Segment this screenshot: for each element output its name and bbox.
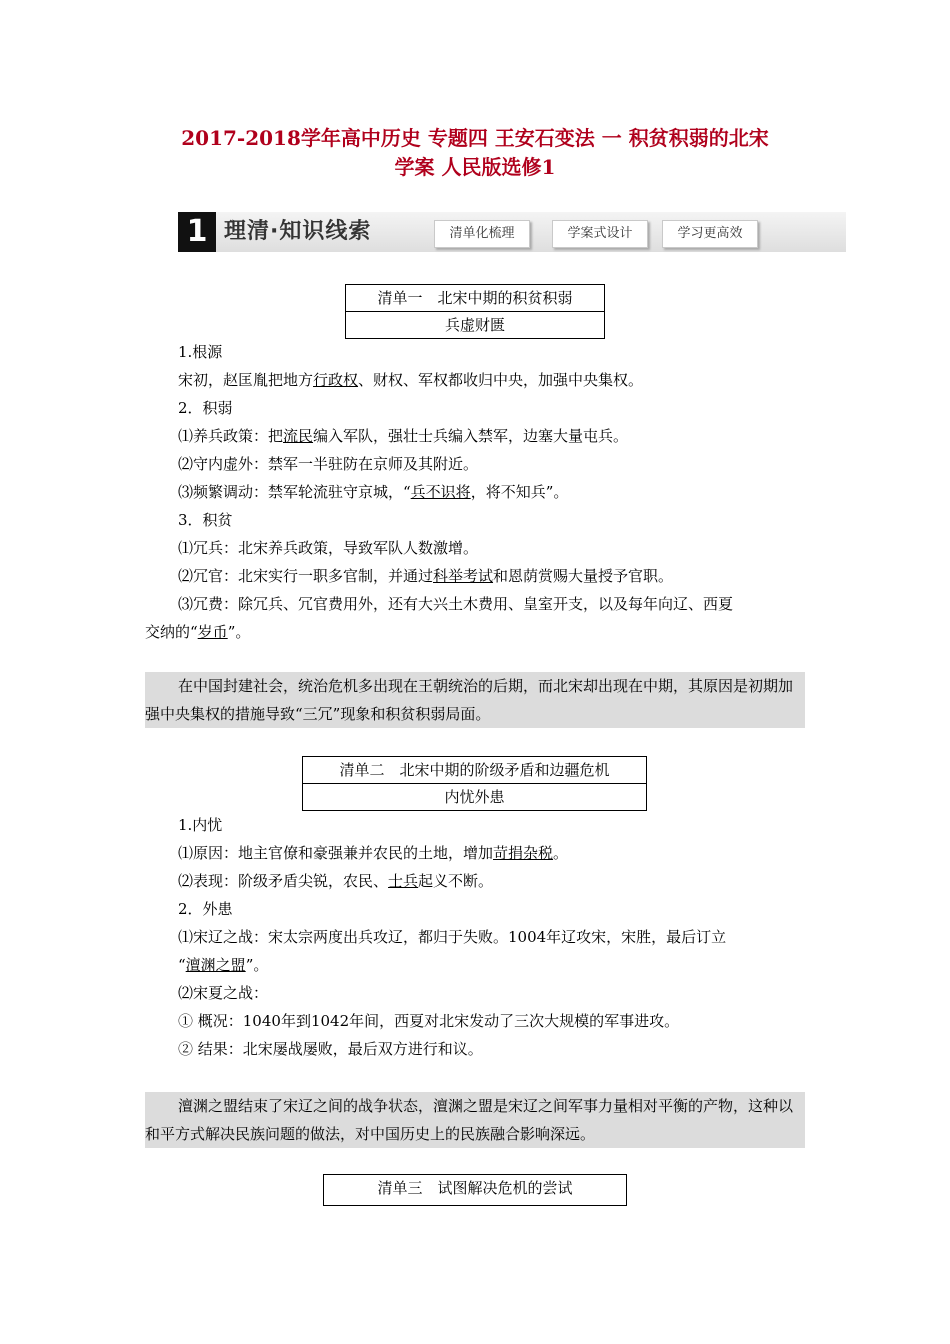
list2-line: ⑴原因：地主官僚和豪强兼并农民的土地，增加苛捐杂税。 bbox=[178, 844, 569, 862]
list1-line: ⑵守内虚外：禁军一半驻防在京师及其附近。 bbox=[178, 455, 479, 473]
list1-line: 宋初，赵匡胤把地方行政权、财权、军权都收归中央，加强中央集权。 bbox=[178, 371, 644, 389]
banner-tab-3: 学习更高效 bbox=[662, 220, 758, 248]
list2-subheader: 内忧外患 bbox=[303, 783, 646, 810]
list1-note: 在中国封建社会，统治危机多出现在王朝统治的后期，而北宋却出现在中期，其原因是初期加强中央集权的措施导致“三冗”现象和积贫积弱局面。 bbox=[145, 672, 805, 728]
list2-line: ⑵表现：阶级矛盾尖锐，农民、士兵起义不断。 bbox=[178, 872, 494, 890]
list2-content bbox=[145, 811, 805, 1063]
banner-tab-2: 学案式设计 bbox=[552, 220, 648, 248]
list1-line-wrap: 交纳的“岁币”。 bbox=[145, 623, 251, 641]
list2-line: ⑵宋夏之战： bbox=[178, 984, 269, 1002]
document-title bbox=[100, 124, 850, 182]
list1-line: ⑴冗兵：北宋养兵政策，导致军队人数激增。 bbox=[178, 539, 479, 557]
list2-header-box bbox=[302, 756, 647, 811]
list2-note: 澶渊之盟结束了宋辽之间的战争状态，澶渊之盟是宋辽之间军事力量相对平衡的产物，这种以和平方式解决民族问题的做法，对中国历史上的民族融合影响深远。 bbox=[145, 1092, 805, 1148]
list1-subheader: 兵虚财匮 bbox=[346, 311, 604, 338]
list2-line: 2．外患 bbox=[178, 900, 233, 918]
section-banner bbox=[178, 212, 846, 252]
list2-line: 1.内忧 bbox=[178, 816, 223, 834]
list1-line: 1.根源 bbox=[178, 343, 223, 361]
list1-line: ⑶冗费：除冗兵、冗官费用外，还有大兴土木费用、皇室开支，以及每年向辽、西夏 bbox=[178, 595, 734, 613]
list2-header: 清单二 北宋中期的阶级矛盾和边疆危机 bbox=[339, 761, 610, 779]
list1-line: ⑵冗官：北宋实行一职多官制，并通过科举考试和恩荫赏赐大量授予官职。 bbox=[178, 567, 674, 585]
list1-header: 清单一 北宋中期的积贫积弱 bbox=[377, 289, 573, 307]
list3-header-box bbox=[323, 1174, 627, 1206]
list2-line-wrap: “澶渊之盟”。 bbox=[178, 956, 269, 974]
list1-content bbox=[145, 338, 805, 646]
list3-header: 清单三 试图解决危机的尝试 bbox=[377, 1179, 573, 1197]
title-line-2: 学案 人民版选修1 bbox=[394, 155, 556, 179]
list2-line: ② 结果：北宋屡战屡败，最后双方进行和议。 bbox=[178, 1040, 483, 1058]
title-line-1: 2017-2018学年高中历史 专题四 王安石变法 一 积贫积弱的北宋 bbox=[181, 126, 769, 150]
list1-line: 3．积贫 bbox=[178, 511, 233, 529]
list2-line: ① 概况：1040年到1042年间，西夏对北宋发动了三次大规模的军事进攻。 bbox=[178, 1012, 680, 1030]
section-number-badge: 1 bbox=[178, 212, 216, 252]
list1-line: ⑶频繁调动：禁军轮流驻守京城，“兵不识将，将不知兵”。 bbox=[178, 483, 569, 501]
list1-header-box bbox=[345, 284, 605, 339]
list2-line: ⑴宋辽之战：宋太宗两度出兵攻辽，都归于失败。1004年辽攻宋，宋胜，最后订立 bbox=[178, 928, 727, 946]
list1-line: ⑴养兵政策：把流民编入军队，强壮士兵编入禁军，边塞大量屯兵。 bbox=[178, 427, 629, 445]
section-banner-title: 理清·知识线索 bbox=[224, 219, 372, 244]
banner-tab-1: 清单化梳理 bbox=[434, 220, 530, 248]
list1-line: 2．积弱 bbox=[178, 399, 233, 417]
